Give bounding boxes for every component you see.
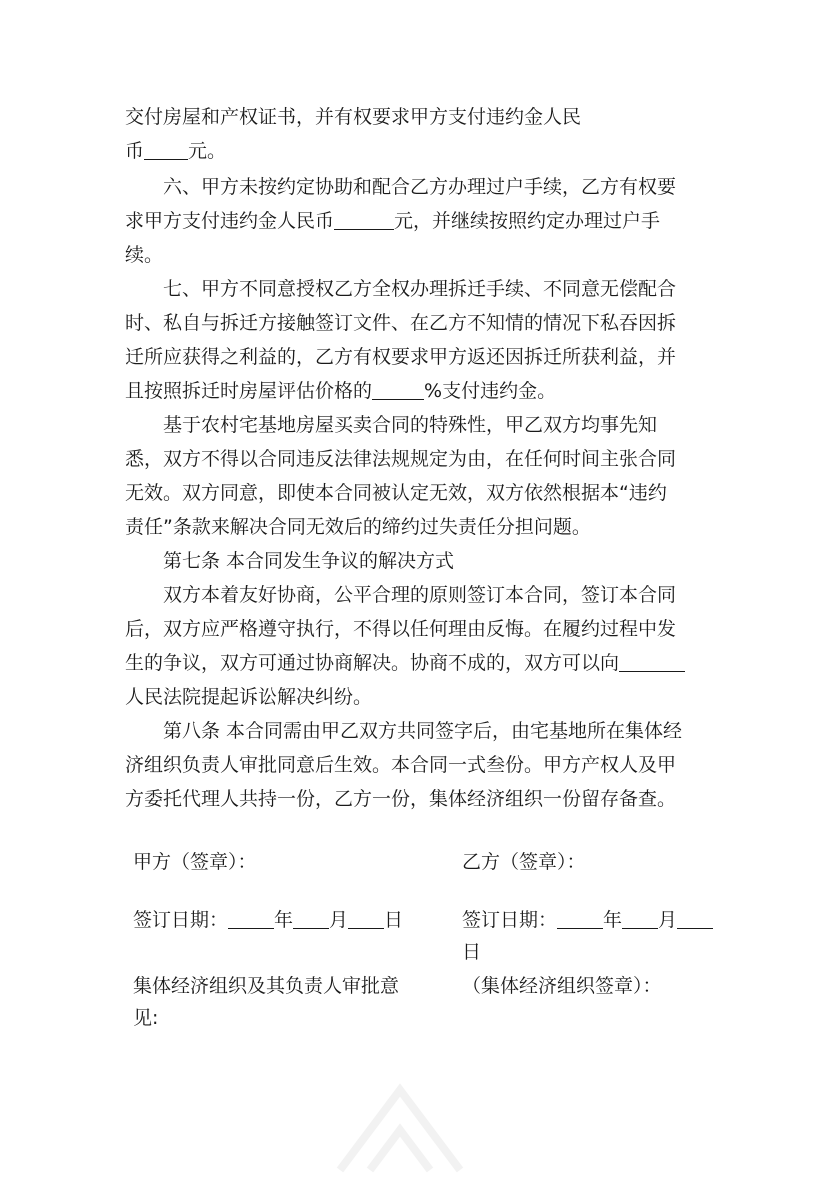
collective-approval-label: 集体经济组织及其负责人审批意 见: — [133, 975, 400, 1029]
party-b-signature: 乙方（签章）： — [462, 851, 586, 873]
article-eight — [125, 714, 705, 816]
collective-seal-label: （集体经济组织签章）： — [462, 975, 662, 997]
fill-blank — [334, 209, 394, 230]
party-b-date: 签订日期： 年 月 — [462, 904, 713, 936]
party-a-date: 签订日期： 年 月 日 — [133, 909, 404, 931]
fill-blank — [619, 651, 685, 672]
fill-blank — [557, 908, 603, 929]
text-line: 交付房屋和产权证书，并有权要求甲方支付违约金人民 — [125, 106, 582, 128]
text-line: 人民法院提起诉讼解决纠纷。 — [125, 686, 373, 708]
text-line: 生的争议，双方可通过协商解决。协商不成的，双方可以向 — [125, 646, 705, 680]
text-line: 第八条 本合同需由甲乙双方共同签字后，由宅基地所在集体经 — [163, 720, 683, 742]
clause-seven — [125, 272, 705, 408]
fill-blank — [677, 908, 713, 929]
text-line: 六、甲方未按约定协助和配合乙方办理过户手续，乙方有权要 — [163, 176, 677, 198]
fill-blank — [293, 908, 329, 929]
clause-six — [125, 170, 705, 272]
text-line: 方委托代理人共持一份，乙方一份，集体经济组织一份留存备查。 — [125, 788, 677, 810]
paragraph-continuation — [125, 100, 705, 168]
fill-blank — [622, 908, 658, 929]
fill-blank — [372, 379, 424, 400]
text-line: 币 元。 — [125, 140, 227, 162]
party-a-signature: 甲方（签章）： — [133, 851, 257, 873]
text-line: 基于农村宅基地房屋买卖合同的特殊性，甲乙双方均事先知 — [163, 414, 658, 436]
text-line: 责任”条款来解决合同无效后的缔约过失责任分担问题。 — [125, 516, 591, 538]
party-b-date-day: 日 — [462, 941, 482, 963]
fill-blank — [348, 908, 384, 929]
text-line: 济组织负责人审批同意后生效。本合同一式叁份。甲方产权人及甲 — [125, 754, 677, 776]
fill-blank — [228, 908, 274, 929]
text-line: 双方本着友好协商，公平合理的原则签订本合同，签订本合同 — [163, 584, 677, 606]
text-line: 悉，双方不得以合同违反法律法规规定为由，在任何时间主张合同 — [125, 448, 677, 470]
watermark-logo — [300, 1050, 500, 1180]
text-line: 求甲方支付违约金人民币 元，并继续按照约定办理过户手 — [125, 210, 661, 232]
text-line: 时、私自与拆迁方接触签订文件、在乙方不知情的情况下私吞因拆 — [125, 312, 677, 334]
text-line: 无效。双方同意，即使本合同被认定无效，双方依然根据本“违约 — [125, 482, 667, 504]
article-heading: 第七条 本合同发生争议的解决方式 — [163, 550, 455, 572]
text-line: 迁所应获得之利益的，乙方有权要求甲方返还因拆迁所获利益，并 — [125, 346, 677, 368]
text-line: 续。 — [125, 244, 164, 266]
special-note — [125, 408, 705, 544]
text-line: 后，双方应严格遵守执行，不得以任何理由反悔。在履约过程中发 — [125, 618, 677, 640]
article-seven — [125, 544, 705, 714]
text-line: 且按照拆迁时房屋评估价格的 %支付违约金。 — [125, 380, 557, 402]
text-line: 七、甲方不同意授权乙方全权办理拆迁手续、不同意无偿配合 — [163, 278, 677, 300]
fill-blank — [144, 139, 188, 160]
